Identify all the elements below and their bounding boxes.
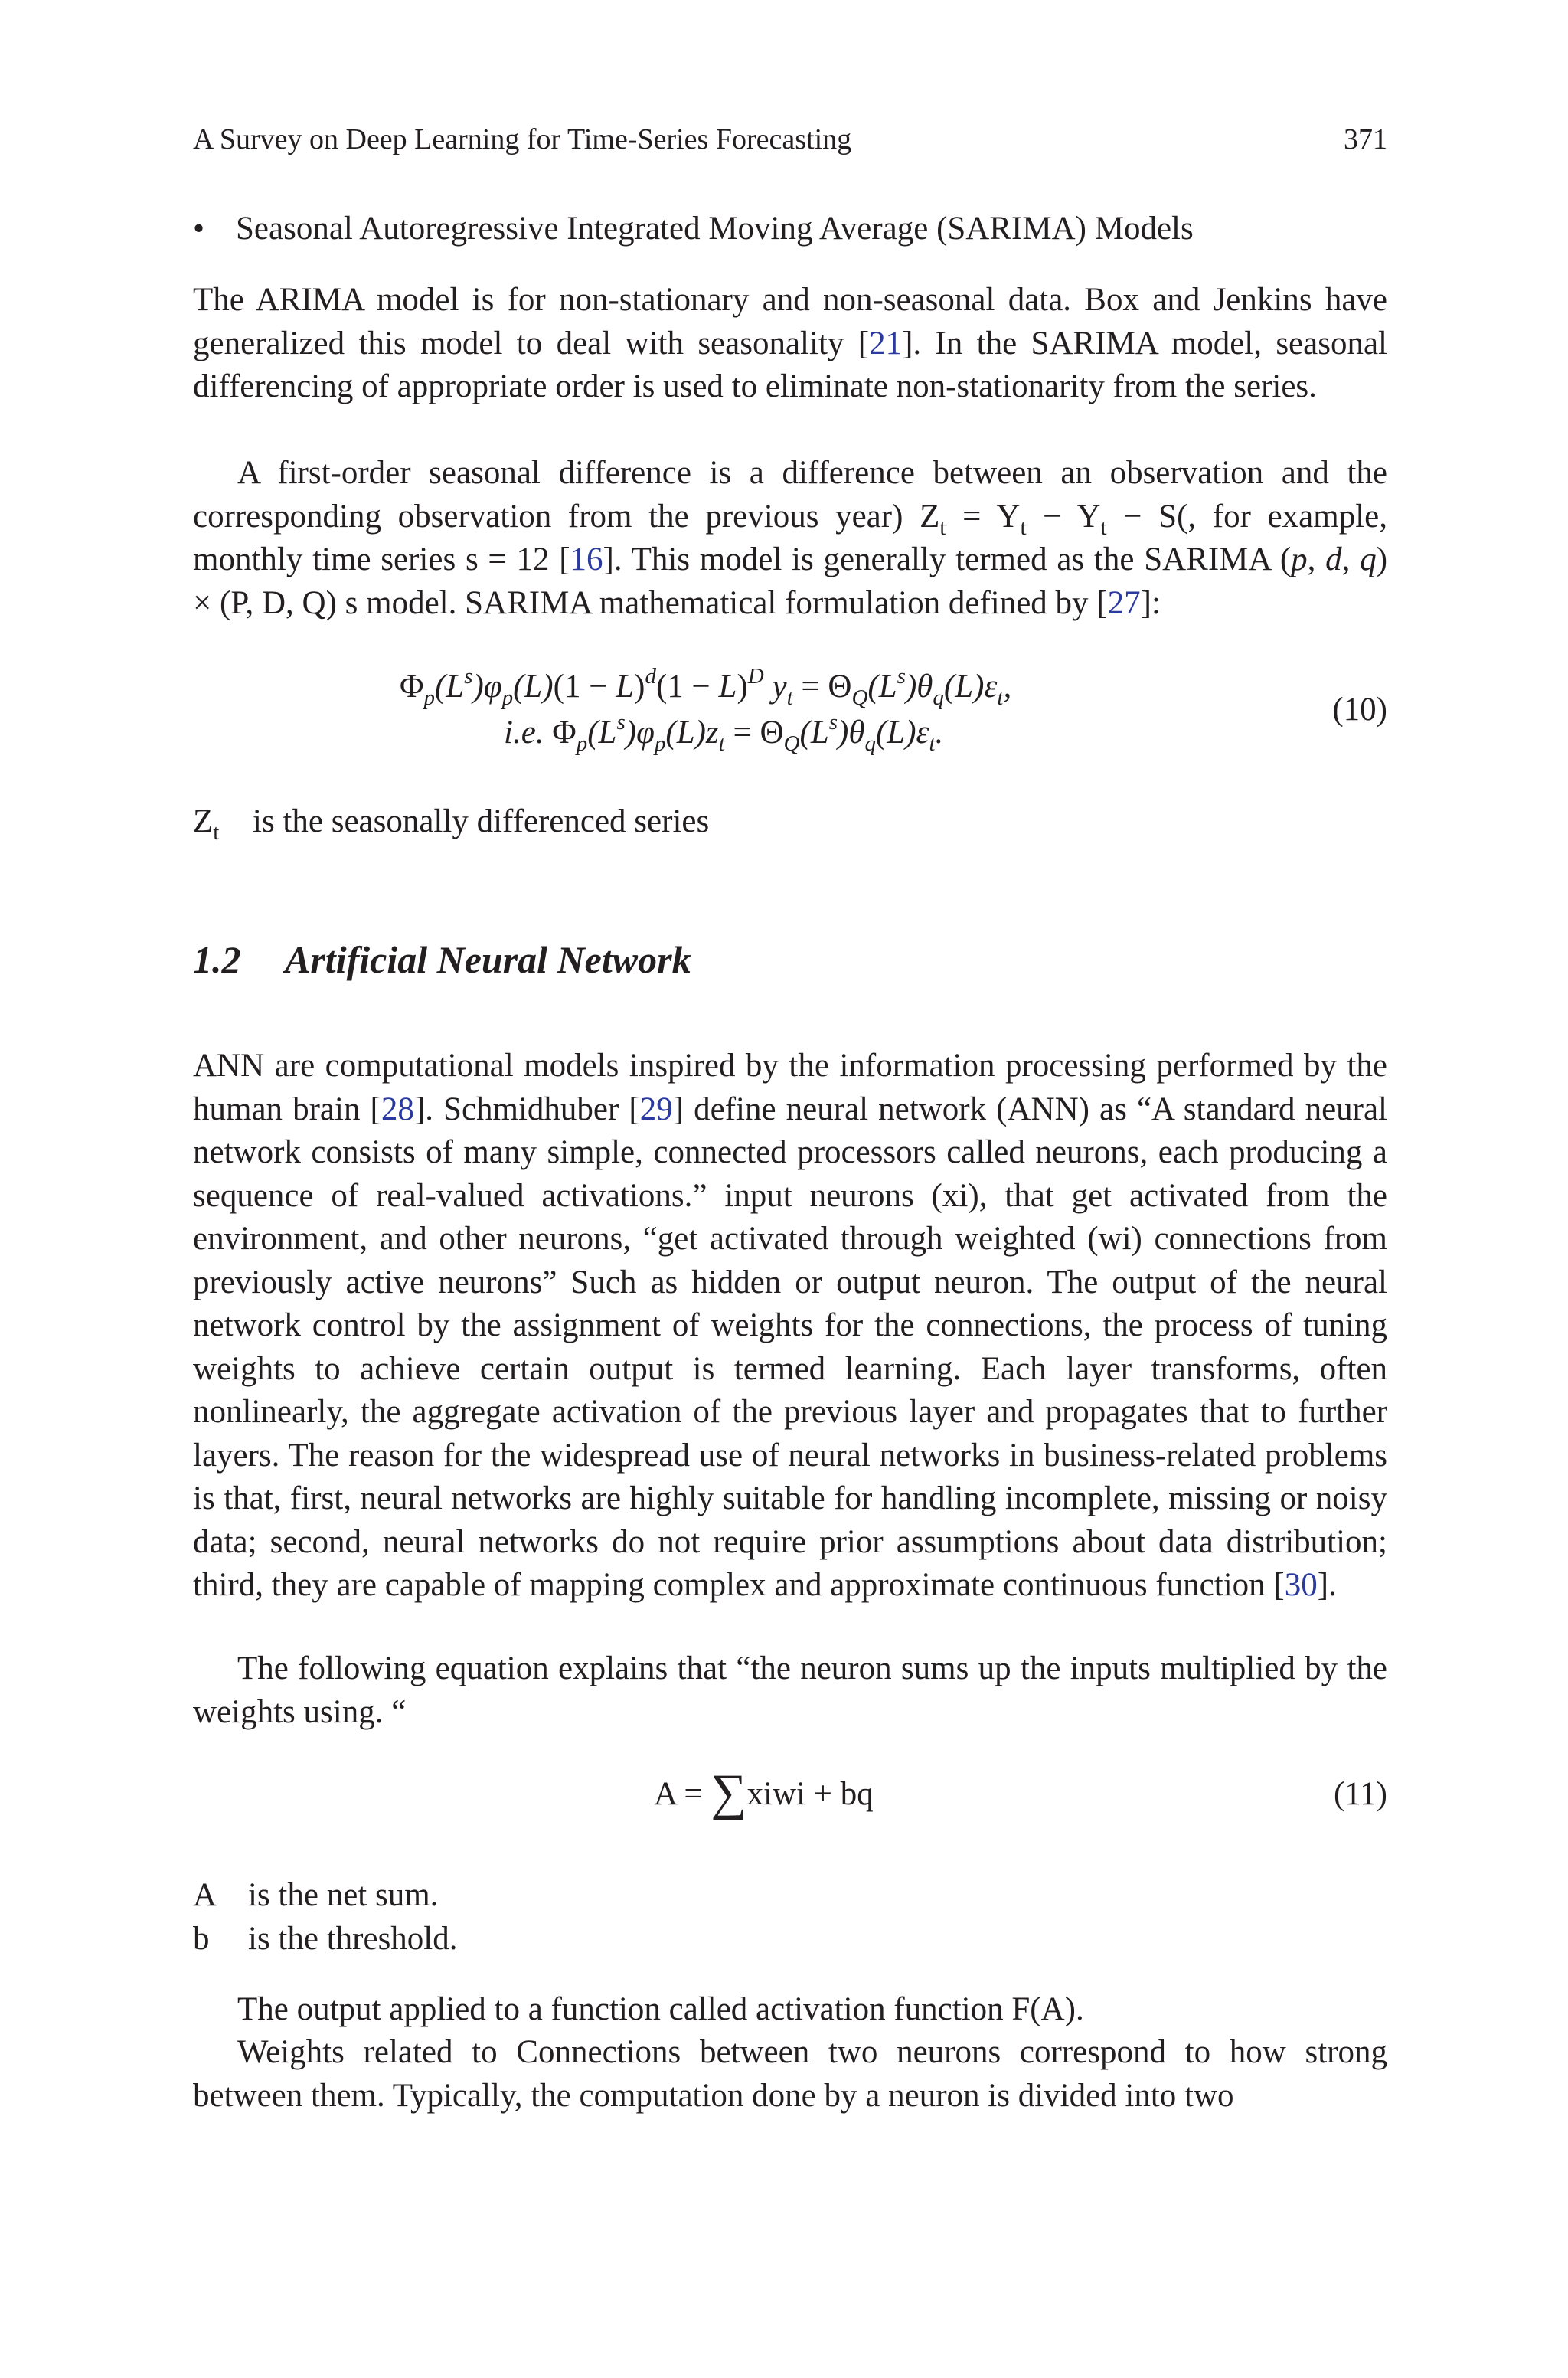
zt-definition (193, 800, 1387, 843)
page-number: 371 (1344, 123, 1387, 155)
section-heading (193, 937, 691, 982)
equation-11 (193, 1765, 1387, 1829)
text-run: A first-order seasonal difference is a difference between an observation and the corresponding observation from the previous year) Z (193, 455, 1387, 535)
sum-symbol: ∑ (710, 1765, 747, 1820)
section-number: 1.2 (193, 938, 241, 981)
text-run: ] define neural network (ANN) as “A standard neural network consists of many simple, connected processors called neurons, each producing a sequence of real-valued activations.” input neurons (xi), that get activated from the environment, and other neurons, “get activated through weighted (wi) connections from previously active neurons” Such as hidden or output neuron. The output of the neural network control by the assignment of weights for the connections, the process of tuning weights to achieve certain output is termed learning. Each layer transforms, often nonlinearly, the aggregate activation of the previous layer and propagates that to further layers. The reason for the widespread use of neural networks in business-related problems is that, first, neural networks are highly suitable for handling incomplete, missing or noisy data; second, neural networks do not require prior assumptions about data distribution; third, they are capable of mapping complex and approximate continuous function [ (193, 1091, 1388, 1603)
text-run: ]. This model is generally termed as the SARIMA ( (603, 541, 1292, 577)
ann-paragraph-1 (193, 1045, 1387, 1608)
definition-text: is the threshold. (248, 1921, 458, 1957)
text-run: ) × (P, D, Q) s model. SARIMA mathematical formulation defined by [ (193, 541, 1388, 621)
text-run: − S(, for example, monthly time series s = 12 [ (193, 498, 1387, 577)
section-title: Artificial Neural Network (285, 938, 691, 981)
sarima-paragraph-1 (193, 279, 1387, 409)
math-variable: d (1325, 541, 1342, 577)
definition-text: is the net sum. (248, 1877, 439, 1913)
definition-list (193, 1873, 1387, 1961)
term-text: Z (193, 803, 214, 839)
definition-term: A (193, 1877, 217, 1913)
ann-paragraph-2: The following equation explains that “the neuron sums up the inputs multiplied by the weights using. “ (193, 1650, 1387, 1730)
text-run: ANN are computational models inspired by the information processing performed by the human brain [ (193, 1048, 1387, 1127)
equation-11-line (654, 1765, 874, 1820)
citation-link[interactable]: 30 (1284, 1567, 1318, 1603)
equation-number: (10) (1332, 692, 1387, 728)
text-run: ]. In the SARIMA model, seasonal differencing of appropriate order is used to eliminate non-stationarity from the series. (193, 325, 1387, 404)
citation-link[interactable]: 29 (639, 1091, 673, 1127)
equation-10-line-2: i.e. $\Phi_p(L^s)\varphi_p(L)z_t = \Theta_Q(L^s)\theta_q(L)\varepsilon_t$. (504, 710, 944, 756)
equation-10-line-1: $\Phi_p(L^s)\varphi_p(L)(1 - L)^d(1 - L)^D$ $y_t = \Theta_Q(L^s)\theta_q(L)\varepsilon_t$, (400, 664, 1012, 710)
text-run: , (1341, 541, 1361, 577)
definition-text: is the seasonally differenced series (253, 803, 710, 839)
definition-term (193, 800, 253, 843)
citation-link[interactable]: 21 (869, 325, 903, 361)
text-run: ]. Schmidhuber [ (413, 1091, 640, 1127)
definition-item (193, 1917, 1387, 1961)
math-variable: p (1291, 541, 1308, 577)
bullet-item (193, 207, 1387, 251)
text-run: , (1307, 541, 1326, 577)
text-run: − Y (1026, 498, 1101, 535)
equation-number: (11) (1333, 1776, 1387, 1812)
subscript: t (1020, 515, 1027, 540)
equation-rhs: xiwi + bq (746, 1776, 874, 1812)
bullet-dot-icon: • (193, 211, 205, 247)
subscript: t (213, 820, 220, 845)
citation-link[interactable]: 28 (381, 1091, 414, 1127)
text-run: ]. (1317, 1567, 1337, 1603)
citation-link[interactable]: 27 (1107, 584, 1141, 621)
definition-item (193, 1873, 1387, 1917)
text-run: ]: (1140, 584, 1161, 621)
subscript: t (1100, 515, 1107, 540)
running-head (193, 123, 1387, 161)
bullet-item-text: Seasonal Autoregressive Integrated Moving Average (SARIMA) Models (236, 211, 1194, 247)
text-run: = Y (946, 498, 1021, 535)
text-run: The ARIMA model is for non-stationary and non-seasonal data. Box and Jenkins have generalized this model to deal with seasonality [ (193, 282, 1387, 361)
math-variable: q (1360, 541, 1377, 577)
equation-lhs: A = (654, 1776, 703, 1812)
subscript: t (939, 515, 946, 540)
running-head-title: A Survey on Deep Learning for Time-Series Forecasting (193, 123, 852, 155)
definition-term: b (193, 1921, 210, 1957)
ann-paragraph-3: The output applied to a function called activation function F(A). (237, 1991, 1084, 2027)
sarima-paragraph-2 (193, 452, 1387, 625)
ann-paragraph-4: Weights related to Connections between two neurons correspond to how strong between them. Typically, the computation done by a neuron is divided into two (193, 2034, 1387, 2114)
equation-10 (193, 664, 1387, 767)
citation-link[interactable]: 16 (570, 541, 603, 577)
